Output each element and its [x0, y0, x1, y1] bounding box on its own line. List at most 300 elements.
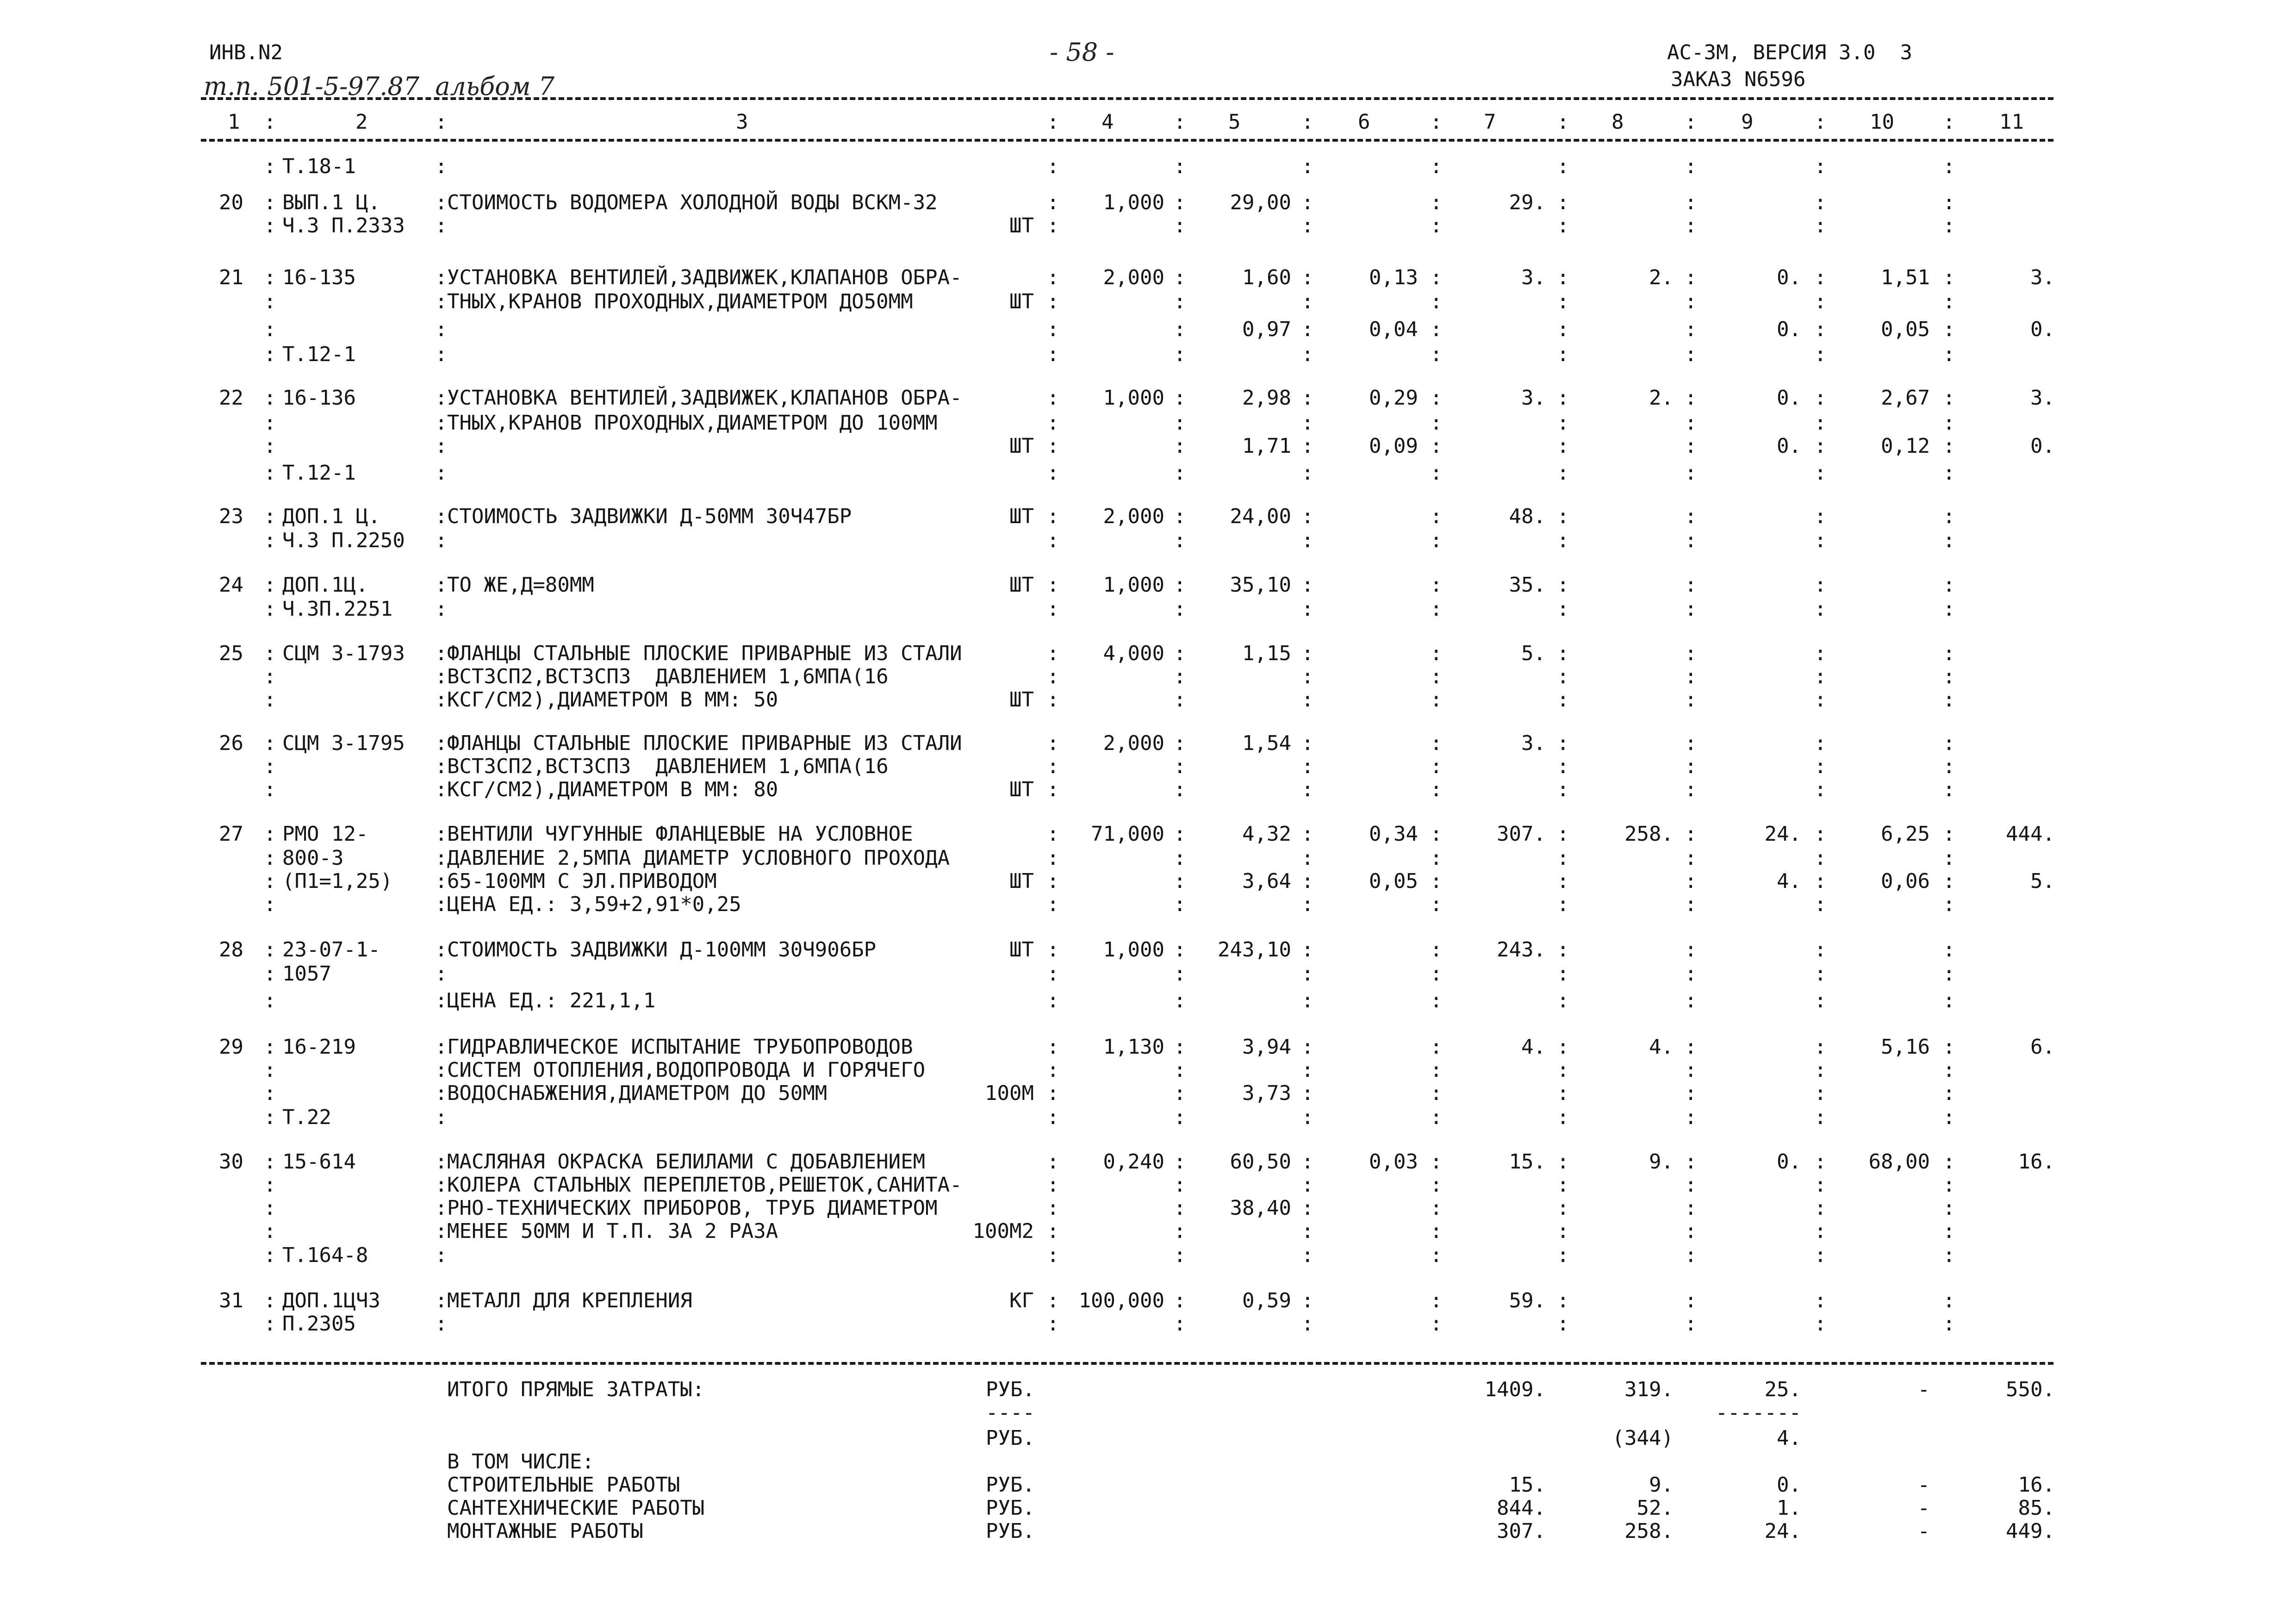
program-version: АС-3М, ВЕРСИЯ 3.0 3 — [1667, 41, 1912, 64]
unit-of-measure: ШТ — [1009, 938, 1034, 962]
cell-col-5: 3,73 — [1242, 1081, 1291, 1105]
column-separator: : — [1557, 505, 1569, 528]
cell-col-4: 4,000 — [1103, 642, 1164, 665]
breakdown-col-9: 24. — [1764, 1519, 1801, 1543]
column-separator: : — [1301, 191, 1314, 214]
unit-of-measure: ШТ — [1009, 214, 1034, 237]
column-separator: : — [1430, 1312, 1443, 1336]
column-separator: : — [1943, 1219, 1955, 1243]
column-separator: : — [1943, 343, 1955, 366]
column-separator: : — [1047, 214, 1059, 237]
breakdown-col-10: - — [1917, 1496, 1930, 1520]
column-separator: : — [1685, 110, 1697, 134]
column-separator: : — [264, 893, 276, 916]
column-separator: : — [1685, 529, 1697, 552]
column-separator: : — [1047, 731, 1059, 755]
column-separator: : — [1685, 1196, 1697, 1220]
column-separator: : — [1685, 893, 1697, 916]
column-separator: : — [264, 411, 276, 435]
currency-label: РУБ. — [986, 1473, 1035, 1497]
cell-col-7: 35. — [1509, 573, 1546, 597]
column-separator: : — [1430, 110, 1443, 134]
column-separator: : — [435, 1289, 448, 1312]
cell-col-8: 258. — [1624, 822, 1674, 846]
column-separator: : — [1047, 665, 1059, 688]
column-separator: : — [264, 938, 276, 962]
column-separator: : — [435, 665, 448, 688]
column-separator: : — [435, 318, 448, 341]
column-separator: : — [1685, 755, 1697, 778]
column-separator: : — [1047, 1081, 1059, 1105]
column-separator: : — [435, 1196, 448, 1220]
column-separator: : — [264, 1081, 276, 1105]
column-separator: : — [1430, 290, 1443, 313]
page-number: - 58 - — [1050, 37, 1114, 67]
column-separator: : — [1557, 688, 1569, 712]
column-separator: : — [435, 962, 448, 986]
column-separator: : — [1814, 869, 1827, 893]
column-separator: : — [1047, 642, 1059, 665]
work-description: ГИДРАВЛИЧЕСКОЕ ИСПЫТАНИЕ ТРУБОПРОВОДОВ — [447, 1035, 913, 1059]
work-description: КСГ/СМ2),ДИАМЕТРОМ В ММ: 80 — [447, 778, 778, 801]
cell-col-4: 2,000 — [1103, 505, 1164, 528]
cell-col-9: 0. — [1777, 386, 1801, 410]
work-description: МЕНЕЕ 50ММ И Т.П. ЗА 2 РАЗА — [447, 1219, 778, 1243]
column-separator: : — [264, 688, 276, 712]
column-separator: : — [1685, 386, 1697, 410]
column-separator: : — [435, 1106, 448, 1129]
column-separator: : — [1174, 411, 1186, 435]
column-separator: : — [1430, 1219, 1443, 1243]
cell-col-5: 38,40 — [1230, 1196, 1291, 1220]
column-separator: : — [1943, 191, 1955, 214]
breakdown-col-9: 0. — [1777, 1473, 1801, 1497]
breakdown-label: СТРОИТЕЛЬНЫЕ РАБОТЫ — [447, 1473, 680, 1497]
price-code: 16-135 — [282, 266, 356, 289]
cell-col-7: 4. — [1521, 1035, 1546, 1059]
column-separator: : — [1814, 1312, 1827, 1336]
price-code: 16-136 — [282, 386, 356, 410]
column-separator: : — [1430, 1243, 1443, 1267]
column-separator: : — [1174, 822, 1186, 846]
column-separator: : — [1301, 461, 1314, 485]
cell-col-11: 16. — [2018, 1150, 2055, 1174]
price-code: ДОП.1ЦЧ3 — [282, 1289, 380, 1312]
column-separator: : — [1430, 573, 1443, 597]
column-separator: : — [1943, 155, 1955, 178]
column-separator: : — [1814, 1035, 1827, 1059]
column-separator: : — [1557, 573, 1569, 597]
column-separator: : — [1814, 1243, 1827, 1267]
price-code: СЦМ 3-1793 — [282, 642, 405, 665]
column-separator: : — [1814, 214, 1827, 237]
column-separator: : — [1047, 318, 1059, 341]
column-separator: : — [1047, 1150, 1059, 1174]
column-separator: : — [1814, 822, 1827, 846]
work-description: СТОИМОСТЬ ЗАДВИЖКИ Д-50ММ 30Ч47БР — [447, 505, 852, 528]
handwritten-album-note: т.п. 501-5-97.87 альбом 7 — [204, 72, 555, 101]
column-separator: : — [1047, 573, 1059, 597]
column-separator: : — [1174, 290, 1186, 313]
cell-col-10: 5,16 — [1881, 1035, 1930, 1059]
column-separator: : — [1174, 989, 1186, 1012]
column-separator: : — [1430, 386, 1443, 410]
column-separator: : — [264, 731, 276, 755]
column-separator: : — [1430, 411, 1443, 435]
row-number: 23 — [219, 505, 243, 528]
cell-col-8: 2. — [1649, 386, 1674, 410]
column-separator: : — [1685, 155, 1697, 178]
column-separator: : — [1174, 573, 1186, 597]
column-separator: : — [264, 778, 276, 801]
column-separator: : — [1430, 1150, 1443, 1174]
column-separator: : — [1943, 893, 1955, 916]
column-separator: : — [1174, 1081, 1186, 1105]
column-separator: : — [1814, 110, 1827, 134]
column-separator: : — [1301, 755, 1314, 778]
column-separator: : — [1301, 343, 1314, 366]
column-separator: : — [1943, 989, 1955, 1012]
column-separator: : — [1814, 1196, 1827, 1220]
cell-col-6: 0,13 — [1369, 266, 1418, 289]
column-separator: : — [1301, 214, 1314, 237]
column-separator: : — [1814, 1219, 1827, 1243]
column-separator: : — [1943, 110, 1955, 134]
column-separator: : — [1814, 778, 1827, 801]
column-separator: : — [1047, 989, 1059, 1012]
column-separator: : — [1943, 778, 1955, 801]
column-separator: : — [1047, 1106, 1059, 1129]
column-separator: : — [435, 434, 448, 458]
column-separator: : — [1047, 688, 1059, 712]
column-separator: : — [1557, 938, 1569, 962]
column-separator: : — [1557, 989, 1569, 1012]
column-separator: : — [264, 191, 276, 214]
column-separator: : — [1174, 962, 1186, 986]
unit-of-measure: ШТ — [1009, 505, 1034, 528]
column-separator: : — [1557, 214, 1569, 237]
cell-col-9: 0. — [1777, 318, 1801, 341]
column-separator: : — [1814, 434, 1827, 458]
price-code: 15-614 — [282, 1150, 356, 1174]
cell-col-5: 29,00 — [1230, 191, 1291, 214]
breakdown-col-11: 449. — [2006, 1519, 2055, 1543]
breakdown-label: МОНТАЖНЫЕ РАБОТЫ — [447, 1519, 643, 1543]
column-separator: : — [435, 893, 448, 916]
column-separator: : — [264, 1312, 276, 1336]
price-code: Т.12-1 — [282, 461, 356, 485]
column-separator: : — [1943, 846, 1955, 870]
column-separator: : — [1685, 822, 1697, 846]
work-description: ЦЕНА ЕД.: 3,59+2,91*0,25 — [447, 893, 741, 916]
column-separator: : — [264, 642, 276, 665]
row-number: 20 — [219, 191, 243, 214]
column-separator: : — [1174, 597, 1186, 621]
column-separator: : — [1047, 505, 1059, 528]
column-separator: : — [1685, 1058, 1697, 1082]
column-separator: : — [1301, 989, 1314, 1012]
column-separator: : — [264, 529, 276, 552]
column-separator: : — [1557, 343, 1569, 366]
column-separator: : — [1047, 1035, 1059, 1059]
column-separator: : — [1814, 938, 1827, 962]
price-code: 23-07-1- — [282, 938, 380, 962]
breakdown-col-10: - — [1917, 1473, 1930, 1497]
cell-col-7: 59. — [1509, 1289, 1546, 1312]
column-separator: : — [264, 386, 276, 410]
column-separator: : — [264, 962, 276, 986]
column-separator: : — [435, 573, 448, 597]
column-number: 8 — [1612, 110, 1624, 134]
breakdown-col-7: 15. — [1509, 1473, 1546, 1497]
cell-col-10: 0,05 — [1881, 318, 1930, 341]
column-separator: : — [1430, 1289, 1443, 1312]
column-separator: : — [264, 214, 276, 237]
row-number: 29 — [219, 1035, 243, 1059]
column-separator: : — [1557, 869, 1569, 893]
column-separator: : — [1814, 731, 1827, 755]
column-separator: : — [1557, 846, 1569, 870]
column-separator: : — [1814, 688, 1827, 712]
column-separator: : — [435, 110, 448, 134]
price-code: Ч.3 П.2333 — [282, 214, 405, 237]
column-separator: : — [1174, 731, 1186, 755]
column-separator: : — [1174, 214, 1186, 237]
column-separator: : — [1301, 846, 1314, 870]
column-separator: : — [1685, 869, 1697, 893]
cell-col-5: 1,54 — [1242, 731, 1291, 755]
column-separator: : — [264, 318, 276, 341]
column-separator: : — [264, 1219, 276, 1243]
cell-col-11: 0. — [2030, 318, 2055, 341]
column-separator: : — [264, 1058, 276, 1082]
column-separator: : — [1943, 461, 1955, 485]
breakdown-col-8: 52. — [1636, 1496, 1674, 1520]
column-separator: : — [1557, 386, 1569, 410]
column-separator: : — [264, 110, 276, 134]
price-code: СЦМ 3-1795 — [282, 731, 405, 755]
column-separator: : — [1685, 962, 1697, 986]
column-separator: : — [1047, 155, 1059, 178]
column-separator: : — [435, 1243, 448, 1267]
unit-of-measure: 100М — [985, 1081, 1034, 1105]
column-separator: : — [264, 1243, 276, 1267]
cell-col-10: 2,67 — [1881, 386, 1930, 410]
cell-col-4: 0,240 — [1103, 1150, 1164, 1174]
column-separator: : — [1943, 822, 1955, 846]
currency-label: РУБ. — [986, 1519, 1035, 1543]
column-separator: : — [1685, 1289, 1697, 1312]
column-separator: : — [1301, 1173, 1314, 1197]
price-code: 16-219 — [282, 1035, 356, 1059]
column-separator: : — [1174, 529, 1186, 552]
column-separator: : — [1430, 461, 1443, 485]
column-separator: : — [264, 1035, 276, 1059]
price-code: ДОП.1 Ц. — [282, 505, 380, 528]
column-separator: : — [1557, 1196, 1569, 1220]
column-separator: : — [1943, 665, 1955, 688]
column-separator: : — [1557, 1081, 1569, 1105]
unit-of-measure: ШТ — [1009, 688, 1034, 712]
currency-label: РУБ. — [986, 1378, 1035, 1401]
column-separator: : — [1814, 386, 1827, 410]
column-separator: : — [435, 938, 448, 962]
column-separator: : — [1301, 505, 1314, 528]
column-separator: : — [1557, 893, 1569, 916]
column-separator: : — [1430, 778, 1443, 801]
column-separator: : — [1943, 1196, 1955, 1220]
breakdown-col-11: 16. — [2018, 1473, 2055, 1497]
work-description: СТОИМОСТЬ ЗАДВИЖКИ Д-100ММ 30Ч906БР — [447, 938, 877, 962]
cell-col-7: 5. — [1521, 642, 1546, 665]
cell-col-5: 1,15 — [1242, 642, 1291, 665]
column-separator: : — [435, 846, 448, 870]
column-separator: : — [1814, 1150, 1827, 1174]
column-separator: : — [1430, 755, 1443, 778]
column-separator: : — [1174, 846, 1186, 870]
column-separator: : — [1557, 434, 1569, 458]
column-separator: : — [1047, 343, 1059, 366]
column-separator: : — [1047, 846, 1059, 870]
work-description: ФЛАНЦЫ СТАЛЬНЫЕ ПЛОСКИЕ ПРИВАРНЫЕ ИЗ СТАЛИ — [447, 642, 962, 665]
column-separator: : — [1814, 1106, 1827, 1129]
column-separator: : — [1685, 665, 1697, 688]
column-separator: : — [1685, 938, 1697, 962]
column-separator: : — [1174, 665, 1186, 688]
column-separator: : — [1685, 290, 1697, 313]
direct-costs-9: 25. — [1764, 1378, 1801, 1401]
cell-col-5: 0,59 — [1242, 1289, 1291, 1312]
column-separator: : — [264, 1289, 276, 1312]
column-separator: : — [1174, 266, 1186, 289]
column-separator: : — [1943, 1081, 1955, 1105]
row-number: 21 — [219, 266, 243, 289]
column-separator: : — [1174, 869, 1186, 893]
column-separator: : — [1047, 822, 1059, 846]
column-separator: : — [1685, 1219, 1697, 1243]
column-separator: : — [1430, 869, 1443, 893]
cell-col-7: 307. — [1497, 822, 1546, 846]
cell-col-11: 5. — [2030, 869, 2055, 893]
row-number: 22 — [219, 386, 243, 410]
inventory-number: ИНВ.N2 — [209, 41, 283, 64]
column-separator: : — [1557, 1106, 1569, 1129]
column-separator: : — [1301, 155, 1314, 178]
column-separator: : — [1814, 318, 1827, 341]
column-separator: : — [1814, 1081, 1827, 1105]
column-separator: : — [1943, 938, 1955, 962]
column-separator: : — [1174, 778, 1186, 801]
column-separator: : — [1557, 318, 1569, 341]
column-separator: : — [1430, 962, 1443, 986]
column-separator: : — [1814, 290, 1827, 313]
cell-col-10: 1,51 — [1881, 266, 1930, 289]
column-separator: : — [264, 846, 276, 870]
unit-of-measure: 100М2 — [972, 1219, 1034, 1243]
column-separator: : — [1814, 573, 1827, 597]
column-separator: : — [1047, 110, 1059, 134]
unit-of-measure: ШТ — [1009, 869, 1034, 893]
column-separator: : — [1301, 1289, 1314, 1312]
column-separator: : — [1943, 1289, 1955, 1312]
column-separator: : — [1174, 1289, 1186, 1312]
column-separator: : — [435, 461, 448, 485]
column-separator: : — [1814, 191, 1827, 214]
column-separator: : — [1174, 1058, 1186, 1082]
column-separator: : — [1943, 505, 1955, 528]
column-separator: : — [1685, 1312, 1697, 1336]
column-separator: : — [1047, 1058, 1059, 1082]
column-separator: : — [1301, 573, 1314, 597]
work-description: ТО ЖЕ,Д=80ММ — [447, 573, 594, 597]
cell-col-4: 2,000 — [1103, 731, 1164, 755]
column-separator: : — [1814, 1058, 1827, 1082]
column-separator: : — [264, 573, 276, 597]
column-separator: : — [1814, 962, 1827, 986]
cell-col-7: 3. — [1521, 266, 1546, 289]
column-separator: : — [1047, 411, 1059, 435]
column-separator: : — [1943, 1035, 1955, 1059]
column-separator: : — [1943, 869, 1955, 893]
row-number: 25 — [219, 642, 243, 665]
column-separator: : — [264, 266, 276, 289]
cell-col-10: 0,12 — [1881, 434, 1930, 458]
work-description: СИСТЕМ ОТОПЛЕНИЯ,ВОДОПРОВОДА И ГОРЯЧЕГО — [447, 1058, 926, 1082]
column-separator: : — [1943, 411, 1955, 435]
column-separator: : — [1943, 1243, 1955, 1267]
breakdown-col-7: 844. — [1497, 1496, 1546, 1520]
column-separator: : — [435, 386, 448, 410]
column-separator: : — [1943, 962, 1955, 986]
breakdown-col-8: 258. — [1624, 1519, 1674, 1543]
cell-col-6: 0,29 — [1369, 386, 1418, 410]
column-separator: : — [264, 822, 276, 846]
column-separator: : — [435, 1081, 448, 1105]
subtotal-underline: ------- — [1715, 1401, 1801, 1424]
column-separator: : — [1557, 1312, 1569, 1336]
column-number: 1 — [228, 110, 240, 134]
column-separator: : — [435, 642, 448, 665]
column-separator: : — [1430, 214, 1443, 237]
column-separator: : — [1301, 731, 1314, 755]
column-separator: : — [1430, 731, 1443, 755]
column-separator: : — [1047, 1173, 1059, 1197]
cell-col-4: 1,000 — [1103, 191, 1164, 214]
column-separator: : — [1943, 529, 1955, 552]
column-separator: : — [435, 1058, 448, 1082]
column-separator: : — [1814, 529, 1827, 552]
price-code: 800-3 — [282, 846, 344, 870]
row-number: 30 — [219, 1150, 243, 1174]
work-description: СТОИМОСТЬ ВОДОМЕРА ХОЛОДНОЙ ВОДЫ ВСКМ-32 — [447, 191, 938, 214]
column-separator: : — [1047, 386, 1059, 410]
column-separator: : — [1047, 266, 1059, 289]
column-separator: : — [264, 597, 276, 621]
column-separator: : — [1685, 461, 1697, 485]
column-separator: : — [264, 461, 276, 485]
column-separator: : — [435, 822, 448, 846]
column-separator: : — [1943, 266, 1955, 289]
column-separator: : — [1047, 529, 1059, 552]
column-separator: : — [435, 411, 448, 435]
column-separator: : — [1685, 846, 1697, 870]
column-separator: : — [1430, 318, 1443, 341]
column-separator: : — [1943, 1312, 1955, 1336]
column-separator: : — [1174, 386, 1186, 410]
column-separator: : — [1814, 642, 1827, 665]
cell-col-11: 6. — [2030, 1035, 2055, 1059]
cell-col-8: 4. — [1649, 1035, 1674, 1059]
